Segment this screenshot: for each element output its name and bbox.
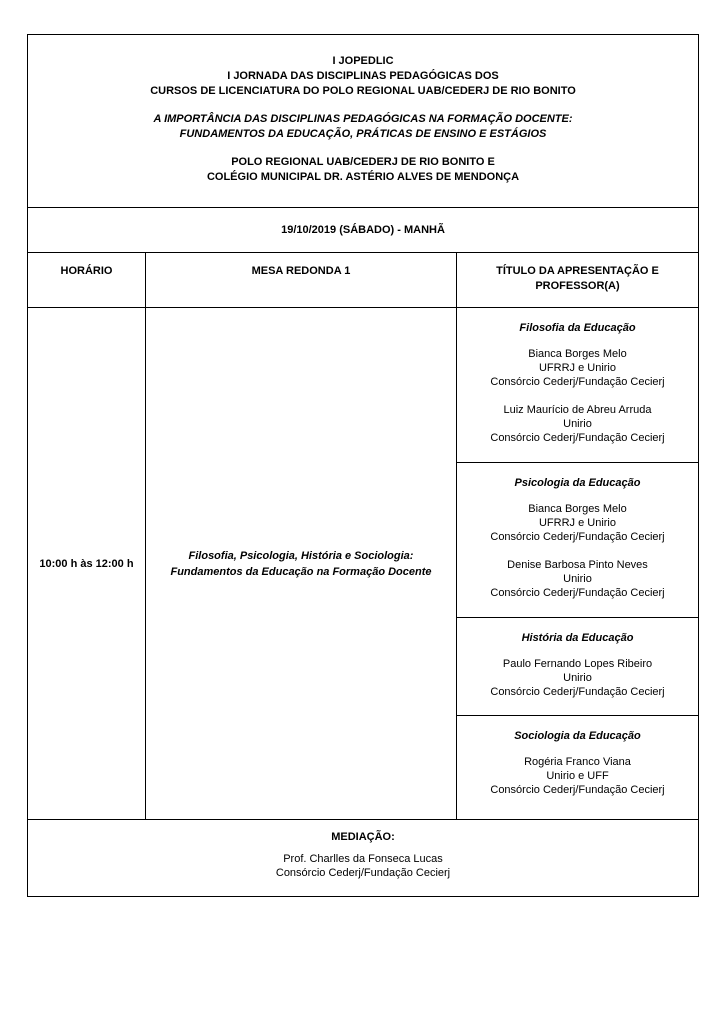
presenter-institution: UFRRJ e Unirio bbox=[538, 517, 616, 529]
presenter-institution: Unirio e UFF bbox=[546, 770, 609, 782]
presenter-name: Rogéria Franco Viana bbox=[524, 756, 631, 768]
program-table bbox=[27, 34, 699, 897]
session-date: 19/10/2019 (SÁBADO) - MANHÃ bbox=[28, 208, 698, 253]
presenter-institution: Unirio bbox=[563, 672, 592, 684]
header-titulo bbox=[457, 253, 698, 307]
event-name-line2: CURSOS DE LICENCIATURA DO POLO REGIONAL UAB/CEDERJ DE RIO BONITO bbox=[150, 85, 576, 97]
presenter-organization: Consórcio Cederj/Fundação Cecierj bbox=[490, 587, 665, 599]
presentation-title: Filosofia da Educação bbox=[519, 322, 636, 334]
column-headers bbox=[28, 253, 698, 308]
presenter-organization: Consórcio Cederj/Fundação Cecierj bbox=[490, 376, 665, 388]
presentation-block bbox=[457, 618, 698, 716]
header-mesa: MESA REDONDA 1 bbox=[146, 253, 457, 307]
presentation-block bbox=[457, 308, 698, 463]
session-theme-line1: Filosofia, Psicologia, História e Sociologia: bbox=[188, 549, 414, 562]
mediator-name: Prof. Charlles da Fonseca Lucas bbox=[283, 853, 443, 865]
event-header bbox=[28, 35, 698, 208]
presenter-name: Denise Barbosa Pinto Neves bbox=[507, 559, 648, 571]
mediation-title: MEDIAÇÃO: bbox=[331, 831, 395, 843]
session-theme-line2: Fundamentos da Educação na Formação Docente bbox=[170, 565, 432, 578]
presenter-organization: Consórcio Cederj/Fundação Cecierj bbox=[490, 686, 665, 698]
header-titulo-line1: TÍTULO DA APRESENTAÇÃO E bbox=[496, 265, 659, 277]
presenter-organization: Consórcio Cederj/Fundação Cecierj bbox=[490, 432, 665, 444]
presentation-title: História da Educação bbox=[521, 632, 634, 644]
mediation-section bbox=[28, 820, 698, 896]
presenter-organization: Consórcio Cederj/Fundação Cecierj bbox=[490, 784, 665, 796]
presenter-institution: UFRRJ e Unirio bbox=[538, 362, 616, 374]
header-horario: HORÁRIO bbox=[28, 253, 146, 307]
presenter-institution: Unirio bbox=[563, 418, 592, 430]
event-acronym: I JOPEDLIC bbox=[332, 55, 394, 67]
header-titulo-line2: PROFESSOR(A) bbox=[535, 280, 620, 292]
event-theme-line1: A IMPORTÂNCIA DAS DISCIPLINAS PEDAGÓGICAS NA FORMAÇÃO DOCENTE: bbox=[153, 113, 573, 125]
session-row bbox=[28, 308, 698, 820]
event-venue-line2: COLÉGIO MUNICIPAL DR. ASTÉRIO ALVES DE MENDONÇA bbox=[206, 171, 520, 183]
presenter-name: Bianca Borges Melo bbox=[528, 348, 627, 360]
presenter-name: Paulo Fernando Lopes Ribeiro bbox=[502, 658, 653, 670]
event-theme-line2: FUNDAMENTOS DA EDUCAÇÃO, PRÁTICAS DE ENSINO E ESTÁGIOS bbox=[179, 128, 547, 140]
presentation-title: Psicologia da Educação bbox=[514, 477, 641, 489]
presentation-block bbox=[457, 716, 698, 819]
presenter-name: Bianca Borges Melo bbox=[528, 503, 627, 515]
event-name-line1: I JORNADA DAS DISCIPLINAS PEDAGÓGICAS DOS bbox=[227, 70, 499, 82]
presentation-block bbox=[457, 463, 698, 618]
session-theme bbox=[146, 308, 457, 819]
session-time: 10:00 h às 12:00 h bbox=[28, 308, 146, 819]
presentation-title: Sociologia da Educação bbox=[514, 730, 641, 742]
presenter-institution: Unirio bbox=[563, 573, 592, 585]
mediator-organization: Consórcio Cederj/Fundação Cecierj bbox=[275, 867, 451, 879]
presenter-organization: Consórcio Cederj/Fundação Cecierj bbox=[490, 531, 665, 543]
event-venue-line1: POLO REGIONAL UAB/CEDERJ DE RIO BONITO E bbox=[231, 156, 495, 168]
presentations-column bbox=[457, 308, 698, 819]
presenter-name: Luiz Maurício de Abreu Arruda bbox=[503, 404, 652, 416]
